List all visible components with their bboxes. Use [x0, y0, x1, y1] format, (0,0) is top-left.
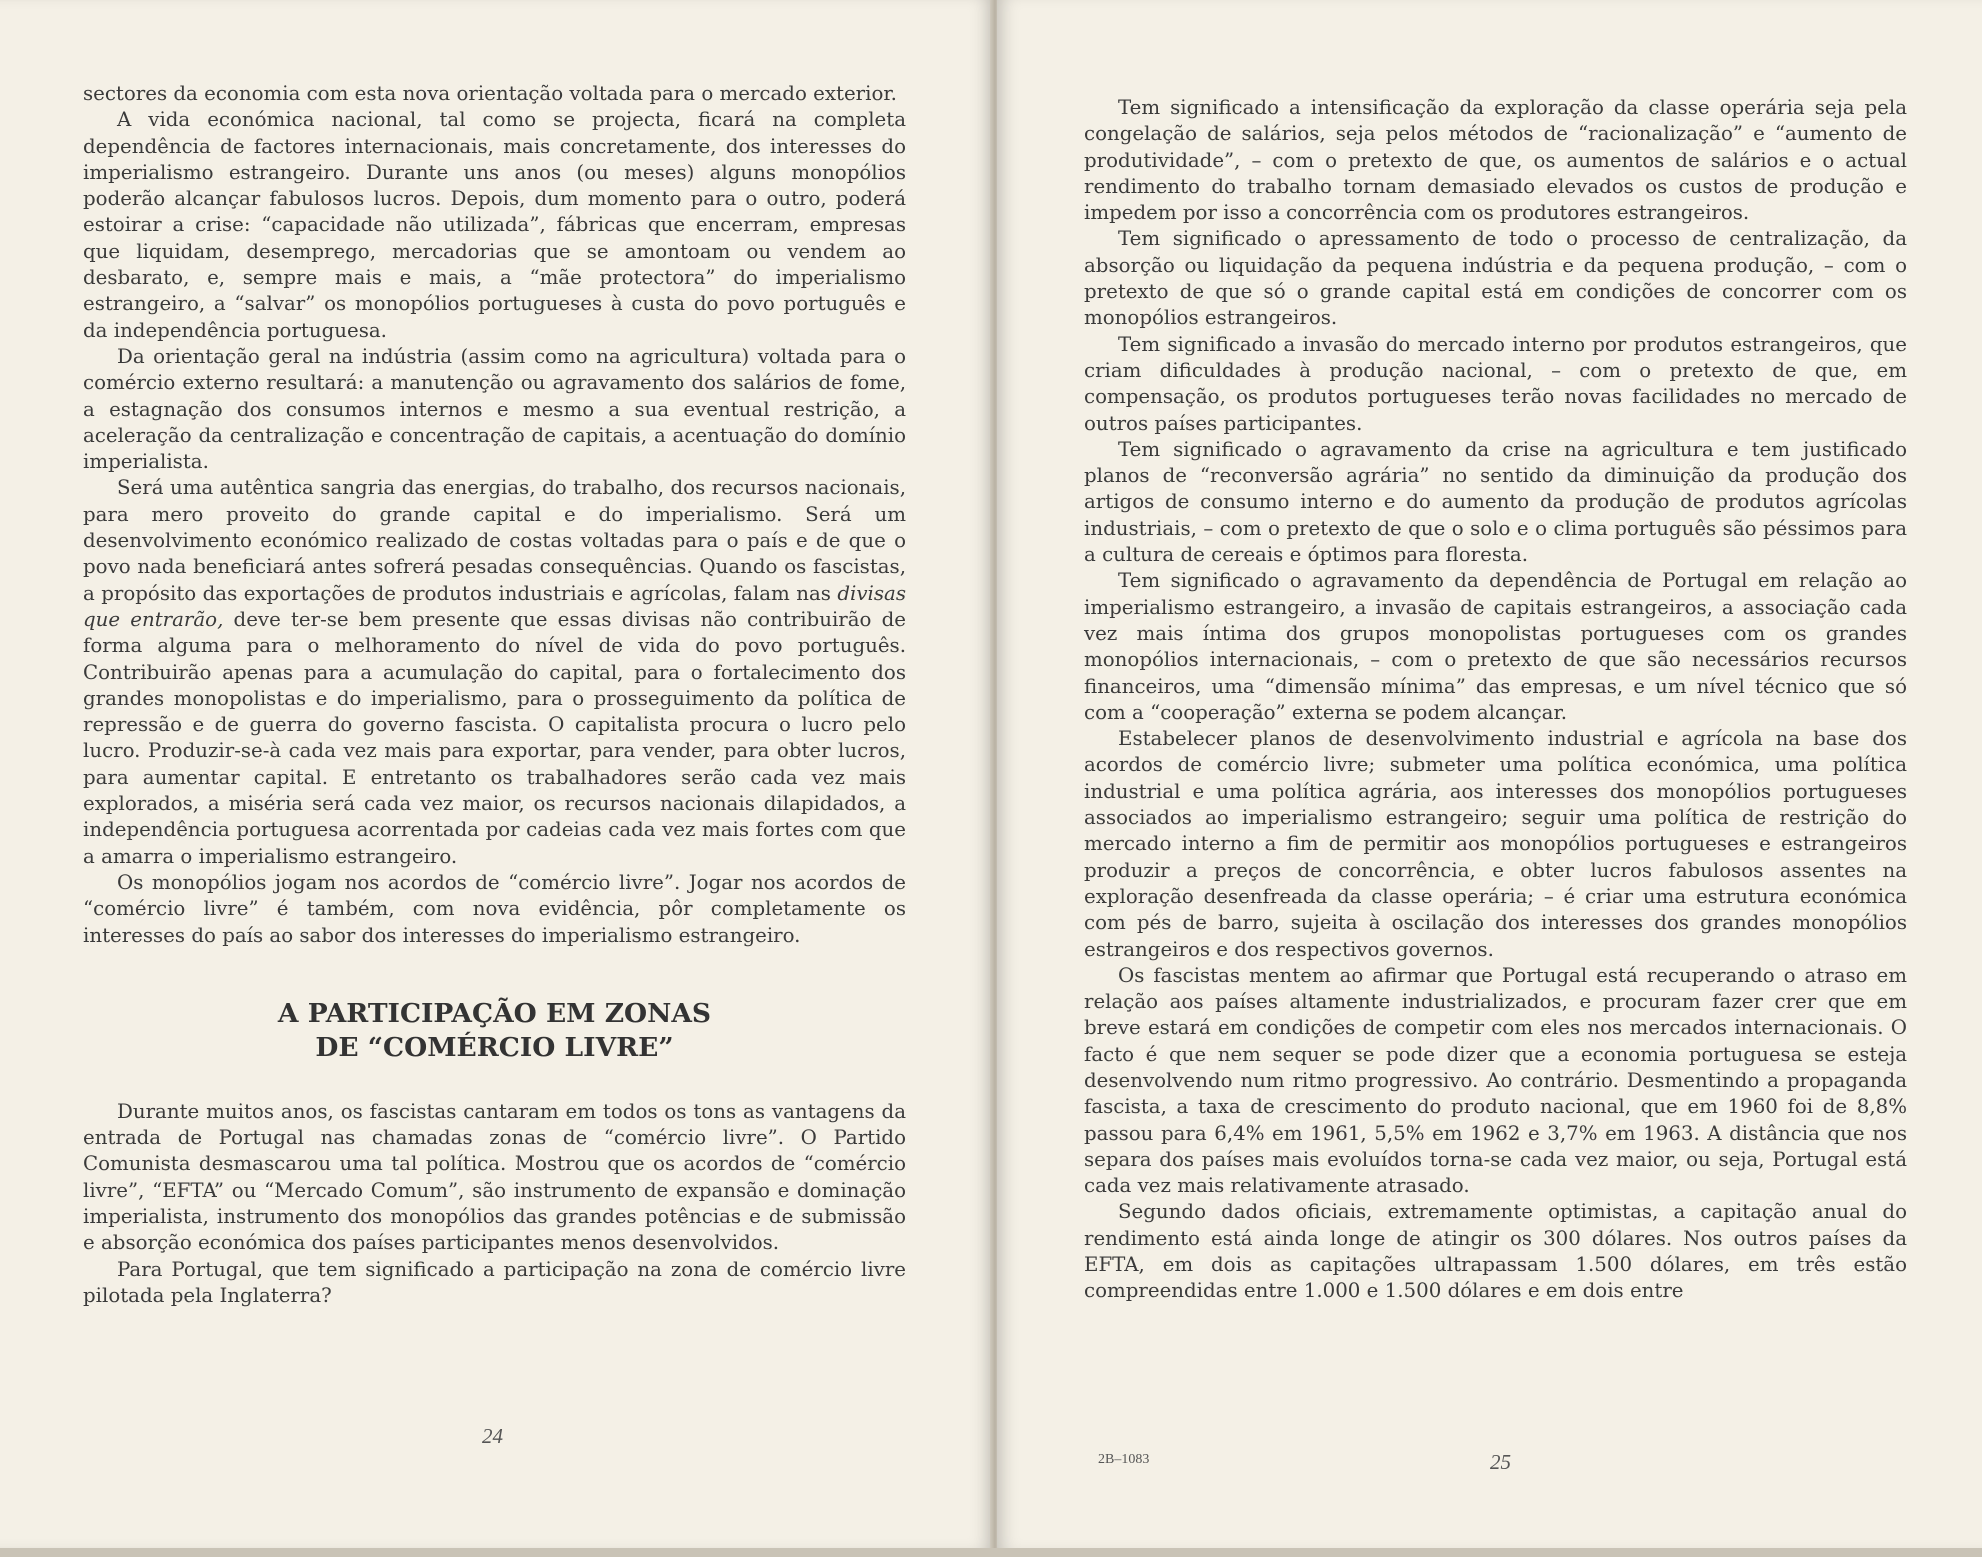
left-page: [0, 0, 993, 1548]
paragraph: sectores da economia com esta nova orientação voltada para o mercado exterior.: [83, 82, 897, 105]
left-page-text: [83, 81, 906, 1309]
emphasis-text: divisas que entrarão,: [83, 581, 906, 631]
paragraph: Durante muitos anos, os fascistas cantaram em todos os tons as vantagens da entrada de Portugal nas chamadas zonas de “comércio livre”. O Partido Comunista desmascarou uma tal política. Mostrou que os acordos de “comércio livre”, “EFTA” ou “Mercado Comum”, são instrumento de expansão e dominação imperialista, instrumento dos monopólios das grandes potências e de submissão e absorção económica dos países participantes menos desenvolvidos.: [83, 1099, 906, 1255]
paragraph: A vida económica nacional, tal como se projecta, ficará na completa dependência de factores internacionais, mais concretamente, dos interesses do imperialismo estrangeiro. Durante uns anos (ou meses) alguns monopólios poderão alcançar fabulosos lucros. Depois, dum momento para o outro, poderá estoirar a crise: “capacidade não utilizada”, fábricas que encerram, empresas que liquidam, desemprego, mercadorias que se amontoam ou vendem ao desbarato, e, sempre mais e mais, a “mãe protectora” do imperialismo estrangeiro, a “salvar” os monopólios portugueses à custa do povo português e da independência portuguesa.: [83, 108, 906, 342]
paragraph: Tem significado o apressamento de todo o processo de centralização, da absorção ou liquidação da pequena indústria e da pequena produção, – com o pretexto de que só o grande capital está em condições de concorrer com os monopólios estrangeiros.: [1084, 227, 1907, 330]
paragraph: Estabelecer planos de desenvolvimento industrial e agrícola na base dos acordos de comércio livre; submeter uma política económica, uma política industrial e uma política agrária, aos interesses dos monopólios portugueses associados ao imperialismo estrangeiro; seguir uma política de restrição do mercado interno a fim de permitir aos monopólios portugueses e estrangeiros produzir a preços de concorrência, e obter lucros fabulosos assentes na exploração desenfreada da classe operária; – é criar uma estrutura económica com pés de barro, sujeita à oscilação dos interesses dos grandes monopólios estrangeiros e dos respectivos governos.: [1084, 727, 1907, 961]
right-page-text: [1084, 95, 1907, 1305]
section-heading: [83, 997, 906, 1065]
paragraph-text: Será uma autêntica sangria das energias, do trabalho, dos recursos nacionais, para mero proveito do grande capital e do imperialismo. Será um desenvolvimento económico realizado de costas voltadas para o país e de que o povo nada beneficiará antes sofrerá pesadas consequências. Quando os fascistas, a propósito das exportações de produtos industriais e agrícolas, falam nas: [83, 476, 906, 605]
paragraph: [83, 475, 906, 869]
page-number: 24: [482, 1424, 503, 1448]
paragraph: Tem significado o agravamento da crise na agricultura e tem justificado planos de “reconversão agrária” no sentido da diminuição da produção dos artigos de consumo interno e do aumento da produção de produtos agrícolas industriais, – com o pretexto de que o solo e o clima português são péssimos para a cultura de cereais e óptimos para floresta.: [1084, 437, 1907, 567]
paragraph: Os monopólios jogam nos acordos de “comércio livre”. Jogar nos acordos de “comércio livre” é também, com nova evidência, pôr completamente os interesses do país ao sabor dos interesses do imperialismo estrangeiro.: [83, 870, 906, 947]
paragraph-text: deve ter-se bem presente que essas divisas não contribuirão de forma alguma para o melhoramento do nível de vida do povo português. Contribuirão apenas para a acumulação do capital, para o fortalecimento dos grandes monopolistas e do imperialismo, para o prosseguimento da política de repressão e de guerra do governo fascista. O capitalista procura o lucro pelo lucro. Produzir-se-à cada vez mais para exportar, para vender, para obter lucros, para aumentar capital. E entretanto os trabalhadores serão cada vez mais explorados, a miséria será cada vez maior, os recursos nacionais dilapidados, a independência portuguesa acorrentada por cadeias cada vez mais fortes com que a amarra o imperialismo estrangeiro.: [83, 607, 906, 868]
paragraph: Para Portugal, que tem significado a participação na zona de comércio livre pilotada pela Inglaterra?: [83, 1257, 906, 1307]
page-bottom-edge: [0, 1548, 1982, 1557]
section-heading-line: DE “COMÉRCIO LIVRE”: [315, 1031, 674, 1063]
right-page: [997, 0, 1982, 1548]
paragraph: Segundo dados oficiais, extremamente optimistas, a capitação anual do rendimento está ainda longe de atingir os 300 dólares. Nos outros países da EFTA, em dois as capitações ultrapassam 1.500 dólares, em três estão compreendidas entre 1.000 e 1.500 dólares e em dois entre: [1084, 1200, 1907, 1303]
paragraph: Da orientação geral na indústria (assim como na agricultura) voltada para o comércio externo resultará: a manutenção ou agravamento dos salários de fome, a estagnação dos consumos internos e mesmo a sua eventual restrição, a aceleração da centralização e concentração de capitais, a acentuação do domínio imperialista.: [83, 344, 906, 474]
print-code: 2B–1083: [1098, 1452, 1150, 1467]
paragraph: Tem significado o agravamento da dependência de Portugal em relação ao imperialismo estrangeiro, a invasão de capitais estrangeiros, a associação cada vez mais íntima dos grupos monopolistas portugueses com os grandes monopólios internacionais, – com o pretexto de que são necessários recursos financeiros, uma “dimensão mínima” das empresas, e um nível técnico que só com a “cooperação” externa se podem alcançar.: [1084, 569, 1907, 724]
section-heading-line: A PARTICIPAÇÃO EM ZONAS: [277, 997, 712, 1029]
page-number: 25: [1490, 1450, 1511, 1474]
paragraph: Os fascistas mentem ao afirmar que Portugal está recuperando o atraso em relação aos países altamente industrializados, e procuram fazer crer que em breve estará em condições de competir com eles nos mercados internacionais. O facto é que nem sequer se pode dizer que a economia portuguesa se esteja desenvolvendo num ritmo progressivo. Ao contrário. Desmentindo a propaganda fascista, a taxa de crescimento do produto nacional, que em 1960 foi de 8,8% passou para 6,4% em 1961, 5,5% em 1962 e 3,7% em 1963. A distância que nos separa dos países mais evoluídos torna-se cada vez maior, ou seja, Portugal está cada vez mais relativamente atrasado.: [1084, 963, 1907, 1198]
paragraph: Tem significado a intensificação da exploração da classe operária seja pela congelação de salários, seja pelos métodos de “racionalização” e “aumento de produtividade”, – com o pretexto de que, os aumentos de salários e o actual rendimento do trabalho tornam demasiado elevados os custos de produção e impedem por isso a concorrência com os produtores estrangeiros.: [1084, 96, 1907, 225]
paragraph: Tem significado a invasão do mercado interno por produtos estrangeiros, que criam dificuldades à produção nacional, – com o pretexto de que, em compensação, os produtos portugueses terão novas facilidades no mercado de outros países participantes.: [1084, 332, 1907, 435]
